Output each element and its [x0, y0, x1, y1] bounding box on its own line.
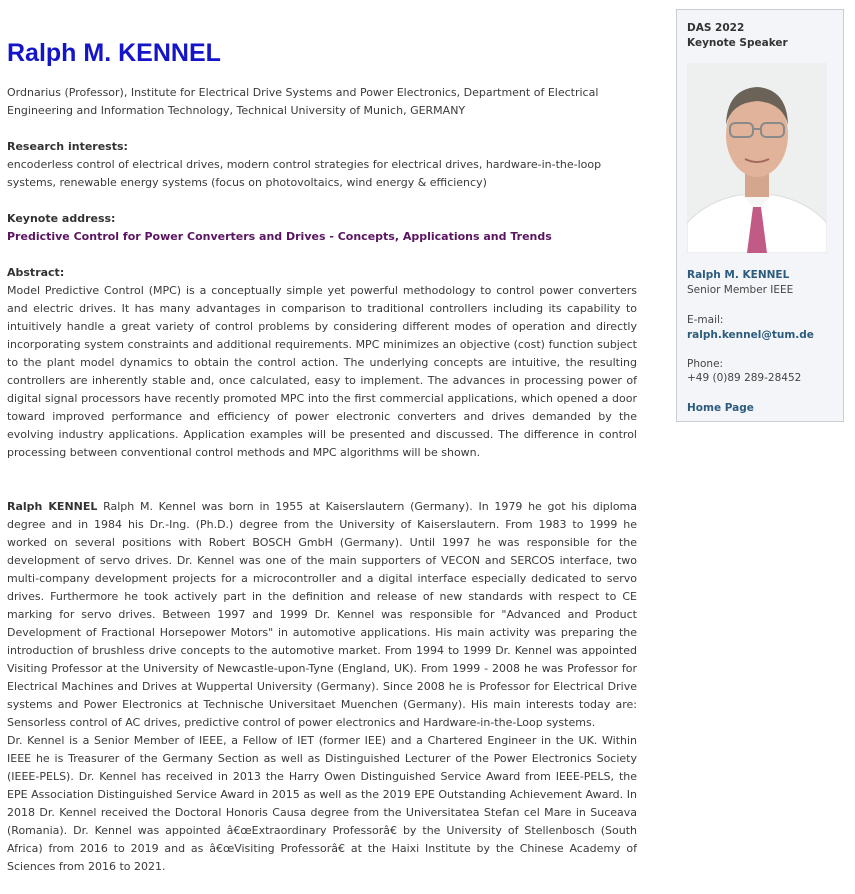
phone-label: Phone:	[687, 358, 724, 370]
sidebar-name: Ralph M. KENNEL	[687, 269, 790, 281]
abstract-heading: Abstract:	[7, 266, 65, 279]
speaker-photo	[687, 63, 827, 253]
sidebar-member: Senior Member IEEE	[687, 284, 794, 296]
page-title: Ralph M. KENNEL	[7, 39, 221, 67]
email-link[interactable]: ralph.kennel@tum.de	[687, 329, 814, 341]
email-label: E-mail:	[687, 314, 724, 326]
abstract-text: Model Predictive Control (MPC) is a conceptually simple yet powerful methodology to control power converters and electric drives. It has many advantages in comparison to traditional controllers including its capability to intuitively handle a great variety of control problems by considering different modes of operation and directly incorporating system constraints and additional requirements. MPC minimizes an objective (cost) function subject to the plant model dynamics to obtain the control action. The underlying concepts are intuitive, the resulting controllers are inherently stable and, once calculated, easy to implement. The advances in processing power of digital signal processors have recently promoted MPC into the first commercial applications, which opened a door toward improved performance and efficiency of power electronic converters and drives demanded by the evolving industry applications. Application examples will be presented and discussed. The difference in control processing between conventional control methods and MPC algorithms will be shown.	[7, 284, 637, 459]
bio-text-2: Dr. Kennel is a Senior Member of IEEE, a Fellow of IET (former IEE) and a Chartered Engineer in the UK. Within IEEE he is Treasurer of the Germany Section as well as Distinguished Lecturer of the Power Electronics Society (IEEE-PELS). Dr. Kennel has received in 2013 the Harry Owen Distinguished Service Award from IEEE-PELS, the EPE Association Distinguished Service Award in 2015 as well as the 2019 EPE Outstanding Achievement Award. In 2018 Dr. Kennel received the Doctoral Honoris Causa degree from the Universitatea Stefan cel Mare in Suceava (Romania). Dr. Kennel was appointed â€œExtraordinary Professorâ€ by the University of Stellenbosch (South Africa) from 2016 to 2019 and as â€œVisiting Professorâ€ at the Haixi Institute by the Chinese Academy of Sciences from 2016 to 2021.	[7, 734, 637, 873]
abstract-section	[7, 264, 637, 462]
bio-name: Ralph KENNEL	[7, 500, 98, 513]
keynote-heading: Keynote address:	[7, 212, 116, 225]
speaker-role: Keynote Speaker	[687, 37, 788, 49]
research-text: encoderless control of electrical drives, modern control strategies for electrical drives, hardware-in-the-loop systems, renewable energy systems (focus on photovoltaics, wind energy & efficiency)	[7, 158, 602, 189]
keynote-title: Predictive Control for Power Converters and Drives - Concepts, Applications and Trends	[7, 230, 552, 243]
affiliation: Ordnarius (Professor), Institute for Electrical Drive Systems and Power Electronics, Department of Electrical Engineering and Information Technology, Technical University of Munich, GERMANY	[7, 86, 599, 117]
biography-section	[7, 498, 637, 876]
research-section	[7, 138, 637, 192]
event-name: DAS 2022	[687, 22, 745, 34]
research-heading: Research interests:	[7, 140, 128, 153]
keynote-section	[7, 210, 637, 246]
phone-number: +49 (0)89 289-28452	[687, 372, 802, 384]
home-page-link[interactable]: Home Page	[687, 402, 754, 414]
speaker-sidebar	[676, 9, 844, 422]
main-content	[7, 38, 637, 876]
bio-text: Ralph M. Kennel was born in 1955 at Kaiserslautern (Germany). In 1979 he got his diploma degree and in 1984 his Dr.-Ing. (Ph.D.) degree from the University of Kaiserslautern. From 1983 to 1999 he worked on several positions with Robert BOSCH GmbH (Germany). Until 1997 he was responsible for the development of servo drives. Dr. Kennel was one of the main supporters of VECON and SERCOS interface, two multi-company development projects for a microcontroller and a digital interface especially dedicated to servo drives. Furthermore he took actively part in the definition and release of new standards with respect to CE marking for servo drives. Between 1997 and 1999 Dr. Kennel was responsible for "Advanced and Product Development of Fractional Horsepower Motors" in automotive applications. His main activity was preparing the introduction of brushless drive concepts to the automotive market. From 1994 to 1999 Dr. Kennel was appointed Visiting Professor at the University of Newcastle-upon-Tyne (England, UK). From 1999 - 2008 he was Professor for Electrical Machines and Drives at Wuppertal University (Germany). Since 2008 he is Professor for Electrical Drive systems and Power Electronics at Technische Universitaet Muenchen (Germany). His main interests today are: Sensorless control of AC drives, predictive control of power electronics and Hardware-in-the-Loop systems.	[7, 500, 638, 729]
